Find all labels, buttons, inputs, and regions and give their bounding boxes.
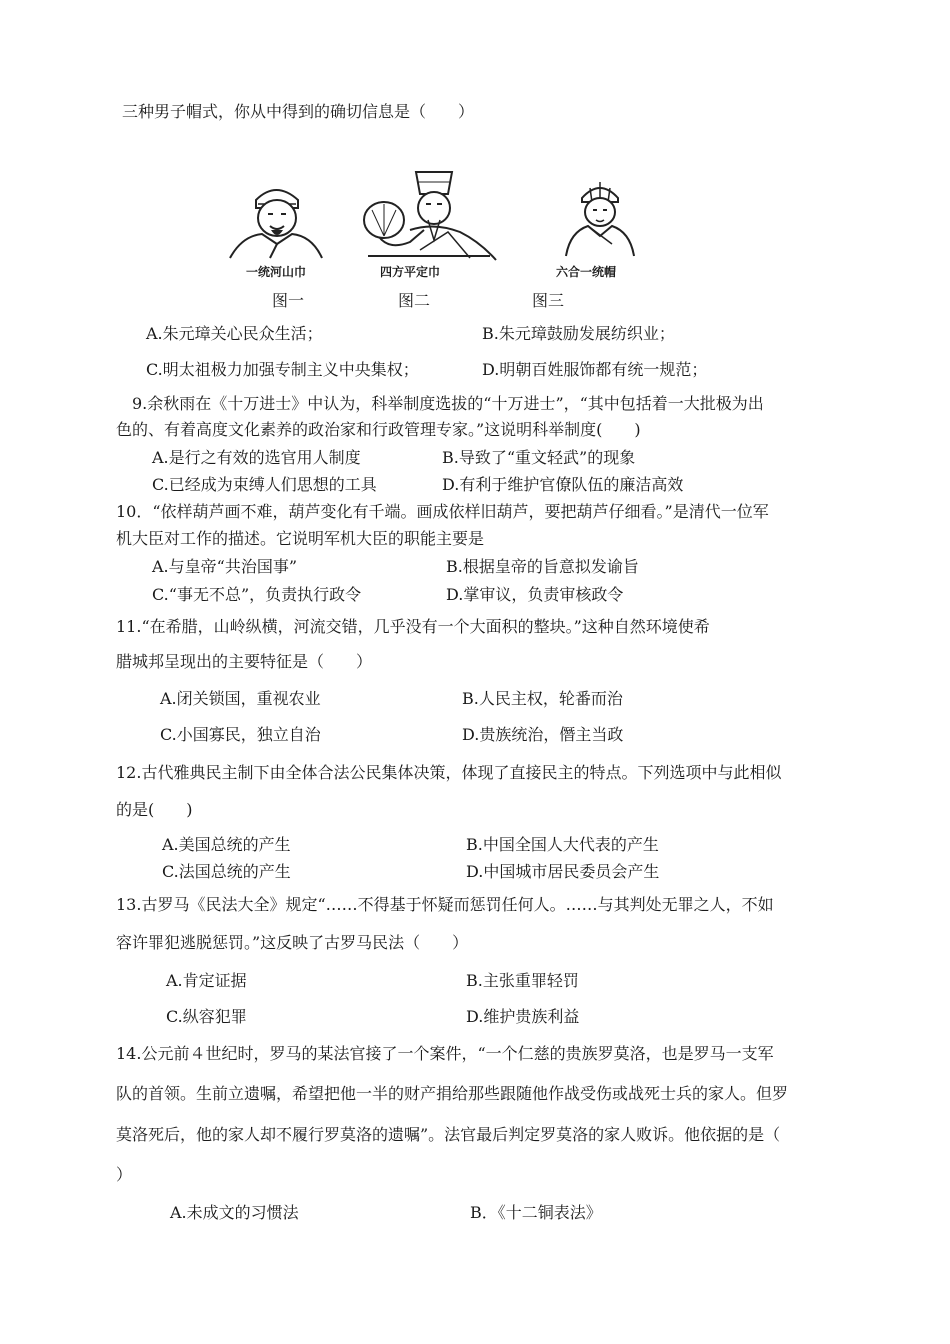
q12-option-d: D.中国城市居民委员会产生: [466, 862, 660, 881]
q9-stem-line1: 9.余秋雨在《十万进士》中认为，科举制度选拔的“十万进士”，“其中包括着一大批极为出: [132, 394, 764, 413]
q11-stem-line1: 11.“在希腊，山岭纵横，河流交错，几乎没有一个大面积的整块。”这种自然环境使希: [116, 617, 710, 636]
q13-option-d: D.维护贵族利益: [466, 1007, 580, 1026]
q10-option-a: A.与皇帝“共治国事”: [152, 557, 298, 576]
figure-3-label: 六合一统帽: [556, 265, 617, 279]
question-intro: 三种男子帽式，你从中得到的确切信息是（ ）: [122, 102, 475, 121]
figure-3-illustration: [560, 178, 640, 258]
figure-3-caption: 图三: [532, 291, 565, 310]
q13-stem-line1: 13.古罗马《民法大全》规定“……不得基于怀疑而惩罚任何人。……与其判处无罪之人，不如: [116, 895, 774, 914]
q12-option-c: C.法国总统的产生: [162, 862, 291, 881]
q12-stem-line1: 12.古代雅典民主制下由全体合法公民集体决策，体现了直接民主的特点。下列选项中与此相似: [116, 763, 782, 782]
q9-stem-line2: 色的、有着高度文化素养的政治家和行政管理专家。”这说明科举制度( ): [116, 420, 641, 439]
q14-option-a: A.未成文的习惯法: [170, 1203, 299, 1222]
figure-2-label: 四方平定巾: [380, 265, 441, 279]
q11-stem-line2: 腊城邦呈现出的主要特征是（ ）: [116, 652, 373, 671]
q14-stem-line3: 莫洛死后，他的家人却不履行罗莫洛的遗嘱”。法官最后判定罗莫洛的家人败诉。他依据的是（: [116, 1125, 781, 1144]
figure-2-caption: 图二: [398, 291, 431, 310]
q9-option-c: C.已经成为束缚人们思想的工具: [152, 475, 377, 494]
q12-stem-line2: 的是( ): [116, 800, 193, 819]
q9-option-d: D.有利于维护官僚队伍的廉洁高效: [442, 475, 684, 494]
q14-stem-line1: 14.公元前４世纪时，罗马的某法官接了一个案件，“一个仁慈的贵族罗莫洛，也是罗马一支军: [116, 1044, 774, 1063]
q13-option-c: C.纵容犯罪: [166, 1007, 247, 1026]
q8-option-b: B.朱元璋鼓励发展纺织业；: [482, 324, 675, 343]
figure-1-caption: 图一: [272, 291, 305, 310]
q14-stem-line4: ）: [116, 1165, 133, 1184]
q13-option-b: B.主张重罪轻罚: [466, 971, 579, 990]
q14-option-b: B．《十二铜表法》: [470, 1203, 602, 1222]
q11-option-b: B.人民主权，轮番而治: [462, 689, 623, 708]
q10-option-b: B.根据皇帝的旨意拟发谕旨: [446, 557, 639, 576]
q11-option-a: A.闭关锁国，重视农业: [160, 689, 321, 708]
figure-2-illustration: [360, 170, 500, 262]
figure-1-illustration: [228, 178, 324, 260]
q10-option-c: C.“事无不总”，负责执行政令: [152, 585, 362, 604]
q11-option-c: C.小国寡民，独立自治: [160, 725, 321, 744]
q10-stem-line1: 10．“依样葫芦画不难，葫芦变化有千端。画成依样旧葫芦，要把葫芦仔细看。”是清代一位军: [116, 502, 769, 521]
figure-1-label: 一统河山巾: [246, 265, 307, 279]
q13-stem-line2: 容许罪犯逃脱惩罚。”这反映了古罗马民法（ ）: [116, 933, 469, 952]
q8-option-c: C.明太祖极力加强专制主义中央集权；: [146, 360, 419, 379]
q9-option-a: A.是行之有效的选官用人制度: [152, 448, 361, 467]
q9-option-b: B.导致了“重文轻武”的现象: [442, 448, 636, 467]
q12-option-a: A.美国总统的产生: [162, 835, 291, 854]
q10-option-d: D.掌审议，负责审核政令: [446, 585, 624, 604]
q13-option-a: A.肯定证据: [166, 971, 247, 990]
q10-stem-line2: 机大臣对工作的描述。它说明军机大臣的职能主要是: [116, 529, 485, 548]
q11-option-d: D.贵族统治，僭主当政: [462, 725, 624, 744]
q8-option-a: A.朱元璋关心民众生活；: [146, 324, 323, 343]
q8-option-d: D.明朝百姓服饰都有统一规范；: [482, 360, 708, 379]
q14-stem-line2: 队的首领。生前立遗嘱，希望把他一半的财产捐给那些跟随他作战受伤或战死士兵的家人。但罗: [116, 1084, 789, 1103]
q12-option-b: B.中国全国人大代表的产生: [466, 835, 659, 854]
